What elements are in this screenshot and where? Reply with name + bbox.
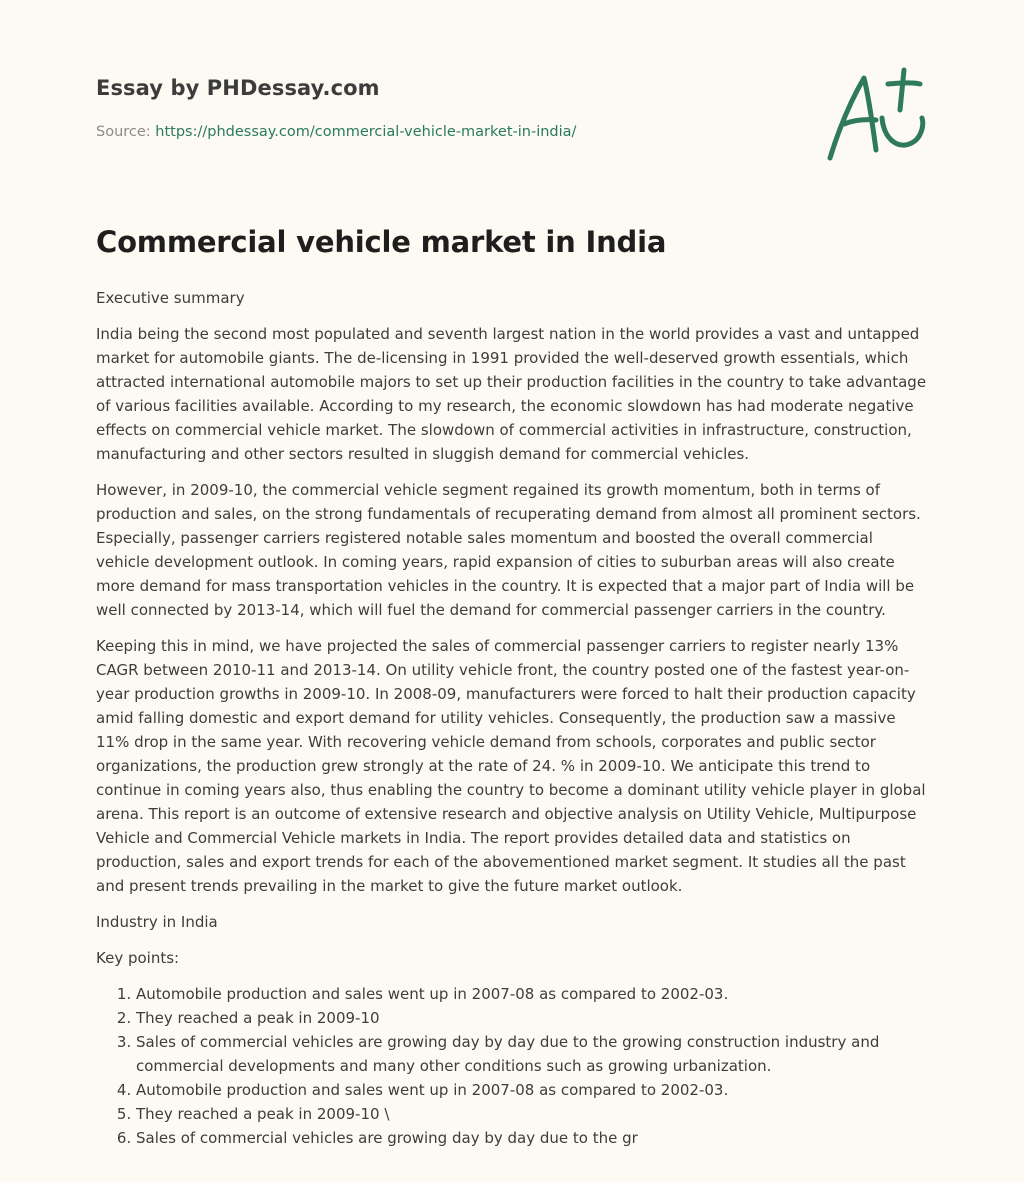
section-label-executive-summary: Executive summary [96, 289, 245, 307]
a-plus-logo-icon [824, 64, 936, 168]
source-line [96, 124, 576, 140]
document-title: Commercial vehicle market in India [96, 225, 667, 259]
list-item: 3. Sales of commercial vehicles are growing day by day due to the growing construction industry and commercial developments and many other conditions such as growing urbanization. [136, 1030, 928, 1078]
paragraph: Keeping this in mind, we have projected the sales of commercial passenger carriers to register nearly 13% CAGR between 2010-11 and 2013-14. On utility vehicle front, the country posted one of the fastest year-on-year production growths in 2009-10. In 2008-09, manufacturers were forced to halt their production capacity amid falling domestic and export demand for utility vehicles. Consequently, the production saw a massive 11% drop in the same year. With recovering vehicle demand from schools, corporates and public sector organizations, the production grew strongly at the rate of 24. % in 2009-10. We anticipate this trend to continue in coming years also, thus enabling the country to become a dominant utility vehicle player in global arena. This report is an outcome of extensive research and objective analysis on Utility Vehicle, Multipurpose Vehicle and Commercial Vehicle markets in India. The report provides detailed data and statistics on production, sales and export trends for each of the abovementioned market segment. It studies all the past and present trends prevailing in the market to give the future market outlook. [96, 637, 926, 895]
paragraph: However, in 2009-10, the commercial vehicle segment regained its growth momentum, both in terms of production and sales, on the strong fundamentals of recuperating demand from almost all prominent sectors. Especially, passenger carriers registered notable sales momentum and boosted the overall commercial vehicle development outlook. In coming years, rapid expansion of cities to suburban areas will also create more demand for mass transportation vehicles in the country. It is expected that a major part of India will be well connected by 2013-14, which will fuel the demand for commercial passenger carriers in the country. [96, 481, 921, 619]
document-body [96, 286, 928, 1150]
list-item: 5. They reached a peak in 2009-10 \ [136, 1102, 928, 1126]
section-label-industry: Industry in India [96, 913, 218, 931]
section-label-key-points: Key points: [96, 949, 180, 967]
site-title: Essay by PHDessay.com [96, 76, 380, 100]
source-label: Source: [96, 124, 156, 140]
list-item: 4. Automobile production and sales went up in 2007-08 as compared to 2002-03. [136, 1078, 928, 1102]
list-item: 6. Sales of commercial vehicles are growing day by day due to the gr [136, 1126, 928, 1150]
paragraph: India being the second most populated and seventh largest nation in the world provides a vast and untapped market for automobile giants. The de-licensing in 1991 provided the well-deserved growth essentials, which attracted international automobile majors to set up their production facilities in the country to take advantage of various facilities available. According to my research, the economic slowdown has had moderate negative effects on commercial vehicle market. The slowdown of commercial activities in infrastructure, construction, manufacturing and other sectors resulted in sluggish demand for commercial vehicles. [96, 325, 927, 463]
key-points-list [96, 982, 928, 1150]
list-item: 2. They reached a peak in 2009-10 [136, 1006, 928, 1030]
list-item: 1. Automobile production and sales went up in 2007-08 as compared to 2002-03. [136, 982, 928, 1006]
source-link[interactable]: https://phdessay.com/commercial-vehicle-market-in-india/ [155, 124, 577, 140]
